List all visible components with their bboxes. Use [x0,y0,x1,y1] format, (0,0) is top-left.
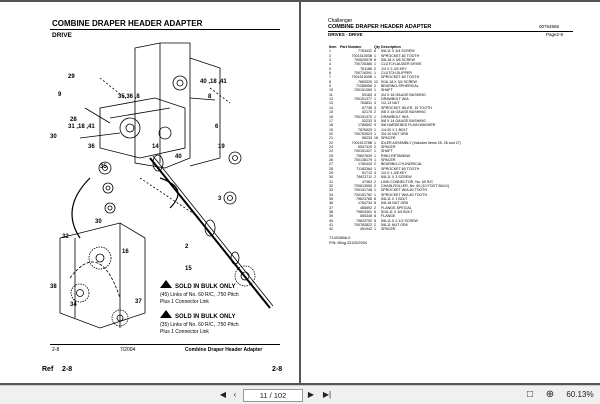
row-description: DRAWBOLT W/A [381,97,409,102]
row-qty: 8 [374,49,376,54]
row-description: SPROCKET W/A-60 TOOTH [381,192,428,197]
row-item: 1 [329,49,331,54]
row-part-number: 61713 [362,170,372,175]
row-description: SPROCKET-60 TOOTH [381,75,420,80]
row-part-number: 565348 [360,214,372,219]
row-description: SPACER [381,136,396,141]
callout-label: 32 [62,234,69,240]
col-description: Description [381,45,401,49]
callout-label: 34 [70,302,77,308]
callout-label: 38 [50,284,57,290]
row-description: 5/16-18 X 3/4 SCREW [381,79,417,84]
row-item: 25 [329,153,333,158]
row-description: 5/8-18 NUT GR8 [381,201,408,206]
row-part-number: 79623711 [356,175,372,180]
row-item: 29 [329,170,333,175]
row-item: 7 [329,75,331,80]
row-description: BEARING-SPHERICAL [381,84,419,89]
page-label: Page2-8 [546,32,564,37]
callout-label: 8 [208,94,212,100]
row-part-number: 47363 [362,179,372,184]
row-part-number: 79623792 [356,218,372,223]
row-description: LINK-CONNECTOR, No. 60 R/C [381,179,434,184]
row-description: 3/4-10 NUT GR8 [381,131,408,136]
row-item: 19 [329,127,333,132]
row-qty: 12 [374,79,378,84]
row-part-number: 700629578 [354,58,372,63]
row-description: SPROCKET-IDLER, 15 TOOTH [381,105,432,110]
callout-label: 40 ,18 ,41 [200,79,227,85]
row-item: 32 [329,184,333,188]
callout-label: 19 [218,144,225,150]
row-description: 5/8 HARDENED PLAIN WASHER [381,123,436,128]
row-qty: 5 [374,118,376,123]
row-item: 33 [329,188,333,193]
row-description: 3/4 X 18 GAUGE BUSHING [381,92,426,97]
row-description: 5/8 X 14 GAUGE BUSHING [381,118,426,123]
bulk-note-1-connector: Plus 1 Connector Link [160,299,209,305]
bulk-note-2: SOLD IN BULK ONLY [175,314,236,320]
row-part-number: 700151309B [351,75,372,80]
row-part-number: 700151752 [354,192,372,197]
ref-page-left: 2-8 [62,366,73,373]
row-description: 1/2-13 NUT [381,101,400,106]
row-part-number: 761186 [360,66,372,71]
brand-label: Challenger [328,18,353,24]
row-item: 9 [329,84,331,89]
row-qty: 1 [374,153,376,158]
viewer-toolbar [0,385,600,404]
row-description: 5/8 X 18 GAUGE BUSHING [381,110,426,115]
row-item: 37 [329,205,333,210]
row-part-number: 700716391 [354,71,372,76]
callout-label: 2 [185,244,189,250]
drive-exploded-diagram [40,38,280,338]
last-page-icon[interactable]: ▶| [322,390,332,399]
row-part-number: 700151369 [354,88,372,93]
bulk-note-1: SOLD IN BULK ONLY [175,284,236,290]
row-part-number: 451942 [360,227,372,232]
row-item: 4 [329,62,331,67]
row-description: SHAFT [381,149,393,154]
row-item: 3 [329,58,331,63]
row-description: 5/8-11 X 2-1/2 SCREW [381,218,418,223]
callout-label: 35,36 ,8 [118,94,140,100]
row-description: SPROCKET-60 TOOTH [381,166,420,171]
row-qty: 1 [374,97,376,102]
row-part-number: 56233 [362,136,372,141]
row-part-number: 67738 [362,105,372,110]
next-page-icon[interactable]: ▶ [307,390,315,399]
row-description: FLANGE-SPECIAL [381,205,412,210]
row-item: 18 [329,123,333,128]
row-qty: 1 [374,140,376,145]
footer-title: Combine Draper Header Adapter [185,347,263,353]
row-item: 10 [329,88,333,93]
fit-page-icon[interactable]: □ [526,389,534,400]
callout-label: 35 [100,164,107,170]
row-qty: 4 [374,170,376,175]
row-item: 6 [329,71,331,76]
col-qty: Qty [374,45,380,49]
row-qty: 2 [374,175,376,180]
footer-rule [50,344,280,345]
col-item: Item [329,45,337,49]
row-part-number: 700763523 [354,131,372,136]
row-description: SHAFT [381,88,393,93]
bulk-note-2-detail: (35) Links of No. 60 R/C, .750 Pitch [160,322,239,328]
right-page [301,2,600,383]
row-description: SPROCKET W/A-60 TOOTH [381,188,428,193]
footer-page: 2-8 [52,347,60,353]
row-description: CHAIN-ROLLER, No. 60 (10 FOOT BULK) [381,184,450,188]
row-description: CLUTCH-AUGER DRIVE [381,62,422,67]
ref-label: Ref [42,366,54,373]
row-item: 38 [329,210,333,215]
row-qty: 1 [374,114,376,119]
row-qty: 1 [374,227,376,232]
row-part-number: 71286956 [356,84,372,89]
row-part-number: 700151427 [354,149,372,154]
row-item: 22 [329,140,333,145]
row-description: FLANGE [381,214,396,219]
table-row [329,227,461,231]
row-qty: 1 [374,71,376,76]
page-number-input[interactable]: 11 / 102 [243,389,303,402]
row-description: SPACER [381,157,396,162]
row-part-number: 52175 [362,110,372,115]
row-qty: 2 [374,84,376,89]
row-qty: 8 [374,201,376,206]
row-qty: 1 [374,53,376,58]
row-description: 5/16-11 X 3/4 BOLT [381,210,413,215]
callout-label: 29 [68,74,75,80]
row-qty: 9 [374,123,376,128]
row-part-number: 1785592 [358,123,372,128]
row-qty: 1 [374,88,376,93]
row-qty: 2 [374,162,376,167]
row-item: 28 [329,166,333,171]
prev-arrow-icon[interactable]: ‹ [233,390,237,399]
row-item: 35 [329,197,333,202]
zoom-level[interactable]: 60.13% [566,390,594,399]
row-description: SPACER [381,144,396,149]
row-description: SPACER [381,227,396,232]
row-qty: 4 [374,101,376,106]
row-qty: 1 [374,188,376,193]
title-rule [328,31,573,32]
row-item: 8 [329,79,331,84]
row-description: 5/8-11 X 1 BOLT [381,197,408,202]
row-qty: 16 [374,136,378,141]
row-item: 34 [329,192,333,197]
row-description: BEARING-CYLINDRICAL [381,162,423,167]
row-item: 13 [329,101,333,106]
row-description: 1/4 X 2-3/4 KEY [381,66,407,71]
row-item: 41 [329,223,333,228]
row-item: 12 [329,97,333,102]
parts-table [329,45,461,232]
ref-page-right: 2-8 [272,366,283,373]
row-item: 16 [329,114,333,119]
bulk-note-1-detail: (45) Links of No. 60 R/C, .750 Pitch [160,292,239,298]
row-description: SPROCKET-60 TOOTH [381,53,420,58]
row-item: 42 [329,227,333,232]
row-qty: 1 [374,166,376,171]
row-part-number: 700151370 [354,114,372,119]
row-part-number: 700151378B [351,140,372,145]
row-item: 39 [329,214,333,219]
row-qty: 3 [374,105,376,110]
row-item: 27 [329,162,333,167]
row-item: 14 [329,105,333,110]
row-description: CLUTCH-SLIPPER [381,71,412,76]
row-item: 30 [329,175,333,180]
row-qty: 4 [374,92,376,97]
row-part-number: 7876929 [358,127,372,132]
callout-label: 16 [122,249,129,255]
callout-label: 3 [218,196,222,202]
row-part-number: 485892 [360,205,372,210]
row-description: RING-RETAINING [381,153,411,158]
row-item: 26 [329,157,333,162]
row-qty: 2 [374,179,376,184]
row-description: 5/8-11 NUT GR8 [381,223,408,228]
row-part-number: 7663325 [358,79,372,84]
row-qty: 2 [374,205,376,210]
callout-label: 37 [135,299,142,305]
row-item: 36 [329,201,333,206]
row-description: 5/8-18 X 3/8 SCREW [381,58,415,63]
row-qty: 2 [374,66,376,71]
callout-label: 14 [152,144,159,150]
row-item: 11 [329,92,333,97]
zoom-out-icon[interactable]: ⊕ [545,389,555,400]
row-part-number: 7763432 [358,49,372,54]
row-item: 31 [329,179,333,184]
row-item: 23 [329,144,333,149]
footer-code: 71431866-0 [329,235,351,240]
row-item: 5 [329,66,331,71]
row-qty: 8 [374,214,376,219]
col-part-number: Part Number [340,45,362,49]
row-part-number: 53163 [362,92,372,97]
callout-label: 36 [88,144,95,150]
callout-label: 31 ,18 ,41 [68,124,95,130]
row-part-number: 79623785 [356,197,372,202]
row-qty: 1 [374,62,376,67]
row-part-number: 764831 [360,101,372,106]
doc-title: COMBINE DRAPER HEADER ADAPTER [328,24,432,30]
row-description: 1/4 X 1-3/8 KEY [381,170,407,175]
callout-label: 28 [70,117,77,123]
row-qty: 2 [374,223,376,228]
doc-number: 00754565 [539,24,560,29]
row-item: 40 [329,218,333,223]
row-qty: 2 [374,184,376,188]
row-part-number: 700138179 [354,157,372,162]
row-part-number: 52233 [362,118,372,123]
row-qty: 2 [374,144,376,149]
row-item: 24 [329,149,333,154]
row-qty: 1 [374,127,376,132]
row-item: 15 [329,110,333,115]
left-page [0,2,299,383]
header-rule [50,29,280,30]
row-part-number: 700151377 [354,97,372,102]
row-part-number: 70607639 [356,153,372,158]
row-qty: 8 [374,218,376,223]
callout-label: 6 [215,124,219,130]
row-description: 5/8-11 X 3/4 SCREW [381,49,415,54]
row-part-number: 6537319 [358,144,372,149]
callout-label: 30 [95,219,102,225]
row-part-number: 700763822 [354,223,372,228]
row-description: IDLER ASSEMBLY (Includes Items 25, 26 and 27) [381,140,461,145]
callout-label: 40 [175,154,182,160]
callout-label: 9 [58,92,62,98]
section-title: DRIVE [52,32,72,39]
prev-page-icon[interactable]: ◀ [219,390,227,399]
row-part-number: 700151393B [351,53,372,58]
row-description: 1/4-20 X 1 BOLT [381,127,408,132]
footer-note: P/N: 65ng.23125/2004 [329,241,368,245]
page-header-title: COMBINE DRAPER HEADER ADAPTER [52,19,203,28]
subsection-title: DRIVES - DRIVE [328,32,363,37]
row-item: 2 [329,53,331,58]
row-qty: 1 [374,157,376,162]
row-description: 5/8-11 X 3 SCREW [381,175,412,180]
row-qty: 1 [374,75,376,80]
row-part-number: 1764734 [358,201,372,206]
row-item: 21 [329,136,333,141]
row-part-number: 71183364 [356,166,372,171]
row-part-number: 79603451 [356,210,372,215]
callout-label: 15 [185,266,192,272]
bulk-note-2-connector: Plus 1 Connector Link [160,329,209,335]
row-qty: 1 [374,192,376,197]
row-part-number: 700726386 [354,62,372,67]
row-qty: 1 [374,131,376,136]
row-qty: 2 [374,110,376,115]
row-part-number: 1780443 [358,162,372,167]
row-item: 17 [329,118,333,123]
row-qty: 1 [374,149,376,154]
row-description: DRAWBOLT W/A [381,114,409,119]
row-item: 20 [329,131,333,136]
row-qty: 8 [374,58,376,63]
row-part-number: 700613050 [354,184,372,188]
callout-label: 30 [50,134,57,140]
row-part-number: 700151748 [354,188,372,193]
row-qty: 6 [374,210,376,215]
footer-date: 7/2004 [120,347,136,353]
row-qty: 8 [374,197,376,202]
